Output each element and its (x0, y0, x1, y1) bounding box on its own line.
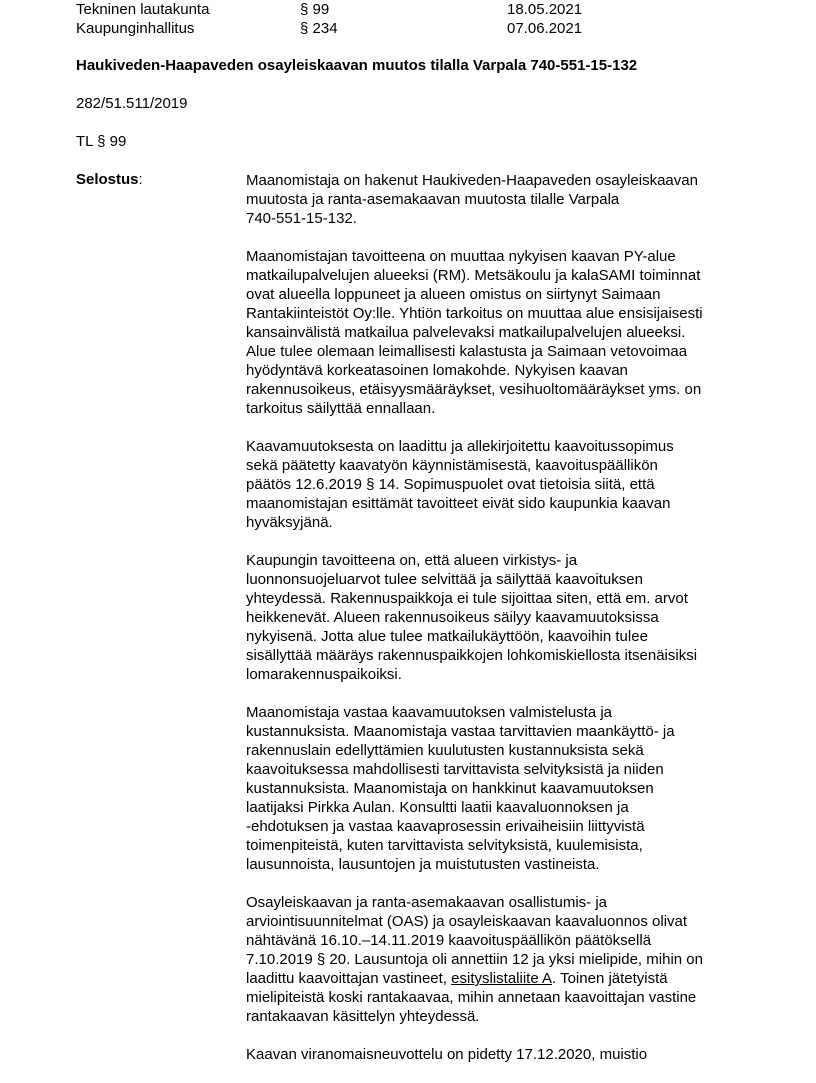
text-line: arviointisuunnitelmat (OAS) ja osayleiskaavan kaavaluonnos olivat (246, 913, 688, 930)
text-line: -ehdotuksen ja vastaa kaavaprosessin erivaiheisiin liittyvistä (246, 818, 645, 835)
text-line: muutosta ja ranta-asemakaavan muutosta tilalle Varpala (246, 191, 620, 208)
text-line: hyödyntävä korkeatasoinen lomakohde. Nykyisen kaavan (246, 362, 628, 379)
paragraph-6 (246, 893, 766, 1026)
text-line: rakennuslain edellyttämien kuulutusten kustannuksista sekä (246, 742, 644, 759)
text-line: maanomistajan esittämät tavoitteet eivät sido kaupunkia kaavan (246, 495, 671, 512)
case-number: 282/51.511/2019 (76, 95, 188, 112)
text-line: hyväksyjänä. (246, 514, 333, 531)
text-line: heikkenevät. Alueen rakennusoikeus säilyy kaavamuutoksissa (246, 609, 659, 626)
meta-body: Tekninen lautakunta (76, 1, 210, 18)
text-line-with-link (246, 969, 766, 988)
text-line: päätös 12.6.2019 § 14. Sopimuspuolet ovat tietoisia siitä, että (246, 476, 655, 493)
text-line: matkailupalvelujen alueeksi (RM). Metsäkoulu ja kalaSAMI toiminnat (246, 267, 701, 284)
section-label-colon: : (138, 171, 143, 188)
text-line: Kaupungin tavoitteena on, että alueen virkistys- ja (246, 552, 578, 569)
text-line: kansainvälistä matkailua palvelevaksi matkailupalvelujen alueeksi. (246, 324, 686, 341)
text-line: Kaavamuutoksesta on laadittu ja allekirjoitettu kaavoitussopimus (246, 438, 674, 455)
text-line: tarkoitus säilyttää ennallaan. (246, 400, 436, 417)
text-line: yhteydessä. Rakennuspaikkoja ei tule sijoittaa siten, että em. arvot (246, 590, 688, 607)
tl-reference: TL § 99 (76, 133, 127, 150)
meta-date: 18.05.2021 (507, 1, 583, 18)
link-suffix: . Toinen jätetyistä (552, 970, 668, 987)
text-line: ovat alueella loppuneet ja alueen omistus on siirtynyt Saimaan (246, 286, 661, 303)
text-line: nähtävänä 16.10.–14.11.2019 kaavoituspäällikön päätöksellä (246, 932, 652, 949)
text-line: Osayleiskaavan ja ranta-asemakaavan osallistumis- ja (246, 894, 607, 911)
text-line: Rantakiinteistöt Oy:lle. Yhtiön tarkoitus on muuttaa alue ensisijaisesti (246, 305, 703, 322)
paragraph-4 (246, 551, 766, 684)
section-label (76, 171, 143, 188)
paragraph-5 (246, 703, 766, 874)
paragraph-2 (246, 247, 766, 418)
text-line: Maanomistajan tavoitteena on muuttaa nykyisen kaavan PY-alue (246, 248, 676, 265)
text-line: 740-551-15-132. (246, 210, 357, 227)
section-label-text: Selostus (76, 171, 139, 188)
text-line: lausunnoista, lausuntojen ja muistutusten vastineista. (246, 856, 600, 873)
text-line: toimenpiteistä, kuten tarvittavista selvityksistä, kuulemisista, (246, 837, 643, 854)
paragraph-3 (246, 437, 766, 532)
text-line: Alue tulee olemaan leimallisesti kalastusta ja Saimaan vetovoimaa (246, 343, 688, 360)
meta-section: § 234 (300, 20, 338, 37)
text-line: sekä päätetty kaavatyön käynnistämisestä, kaavoituspäällikön (246, 457, 658, 474)
text-line: mielipiteistä koski rantakaavaa, mihin annetaan kaavoittajan vastine (246, 989, 697, 1006)
meta-body: Kaupunginhallitus (76, 20, 195, 37)
text-line: lomarakennuspaikoiksi. (246, 666, 402, 683)
text-line: kaavoituksessa mahdollisesti tarvittavista selvityksistä ja niiden (246, 761, 664, 778)
paragraph-1 (246, 171, 766, 228)
text-line: luonnonsuojeluarvot tulee selvittää ja säilyttää kaavoituksen (246, 571, 643, 588)
text-line: rakennusoikeus, etäisyysmääräykset, vesihuoltomääräykset yms. on (246, 381, 702, 398)
text-line: Kaavan viranomaisneuvottelu on pidetty 17.12.2020, muistio (246, 1046, 648, 1063)
meta-section: § 99 (300, 1, 330, 18)
text-line: nykyisenä. Jotta alue tulee matkailukäyttöön, kaavoihin tulee (246, 628, 648, 645)
text-line: 7.10.2019 § 20. Lausuntoja oli annettiin 12 ja yksi mielipide, mihin on (246, 951, 703, 968)
text-line: laatijaksi Pirkka Aulan. Konsultti laatii kaavaluonnoksen ja (246, 799, 629, 816)
attachment-link[interactable]: esityslistaliite A (451, 970, 553, 987)
paragraph-7 (246, 1045, 766, 1064)
document-title: Haukiveden-Haapaveden osayleiskaavan muutos tilalla Varpala 740-551-15-132 (76, 57, 638, 74)
text-line: kustannuksista. Maanomistaja on hankkinut kaavamuutoksen (246, 780, 654, 797)
text-line: sisällyttää määräys rakennuspaikkojen lohkomiskiellosta itsenäisiksi (246, 647, 698, 664)
body-text (246, 171, 766, 1083)
text-line: rantakaavan käsittelyn yhteydessä. (246, 1008, 480, 1025)
meta-date: 07.06.2021 (507, 20, 583, 37)
text-line: Maanomistaja on hakenut Haukiveden-Haapaveden osayleiskaavan (246, 172, 698, 189)
text-line: kustannuksista. Maanomistaja vastaa tarvittavien maankäyttö- ja (246, 723, 675, 740)
text-line: Maanomistaja vastaa kaavamuutoksen valmistelusta ja (246, 704, 613, 721)
link-prefix: laadittu kaavoittajan vastineet, (246, 970, 452, 987)
